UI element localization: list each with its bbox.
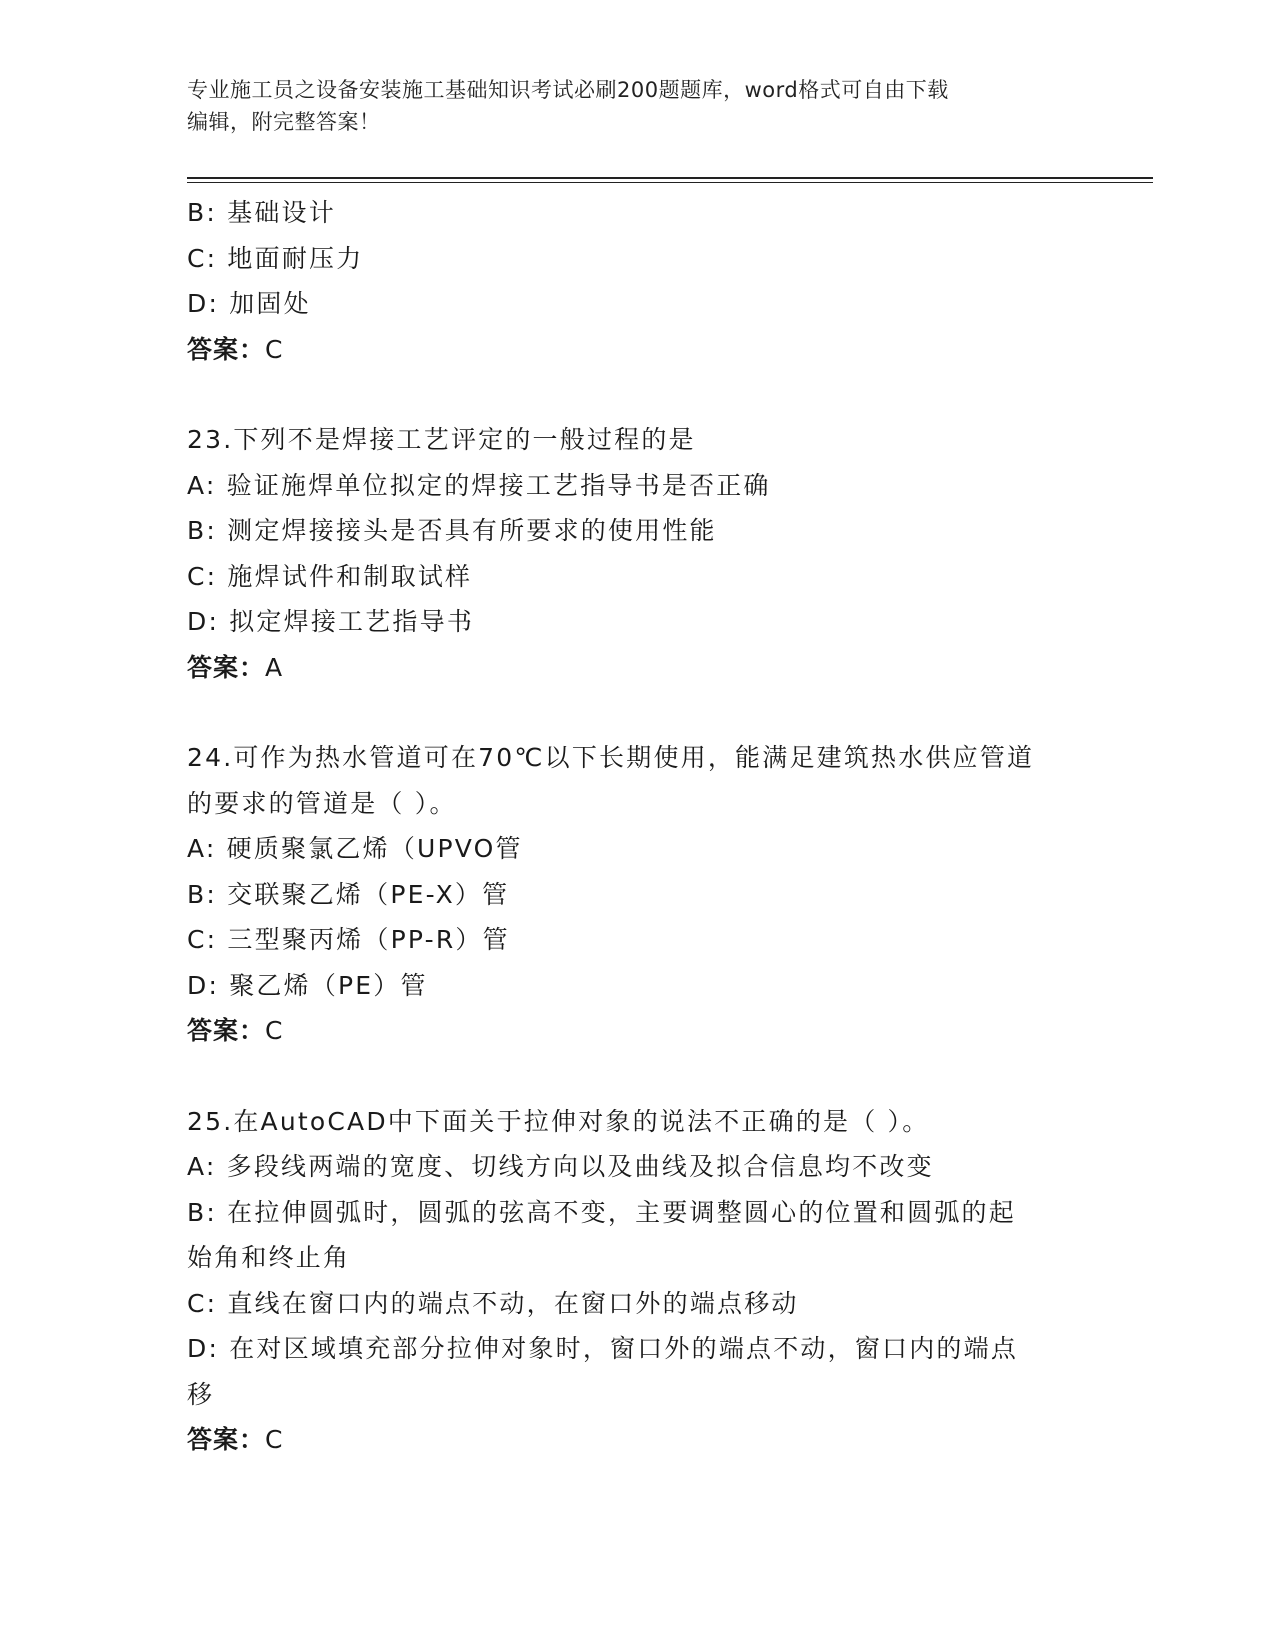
option-a: A: 多段线两端的宽度、切线方向以及曲线及拟合信息均不改变: [187, 1152, 934, 1181]
answer-value: C: [265, 334, 284, 364]
question-list: [187, 190, 1077, 1463]
answer-line: [187, 327, 1077, 373]
option-c: C: 地面耐压力: [187, 243, 364, 273]
document-header: [187, 74, 1087, 138]
option-c: C: 直线在窗口内的端点不动，在窗口外的端点移动: [187, 1288, 799, 1318]
option-d: D: 加固处: [187, 289, 311, 318]
answer-line: [187, 1417, 1077, 1463]
option-b: B: 测定焊接接头是否具有所要求的使用性能: [187, 516, 717, 545]
option-d-line-2: 移: [187, 1379, 215, 1409]
answer-line: [187, 645, 1077, 691]
option-c: C: 三型聚丙烯（PP-R）管: [187, 925, 510, 954]
answer-label: 答案：: [187, 652, 266, 682]
header-divider-thick: [187, 177, 1153, 179]
option-b-line-2: 始角和终止角: [187, 1243, 351, 1272]
option-b: B: 交联聚乙烯（PE-X）管: [187, 879, 510, 909]
option-a: A: 硬质聚氯乙烯（UPVO管: [187, 834, 523, 863]
header-title-line-2: 编辑，附完整答案！: [187, 110, 381, 134]
spacer: [187, 372, 1077, 417]
question-25: [187, 1099, 1077, 1463]
answer-value: C: [265, 1016, 284, 1045]
option-c: C: 施焊试件和制取试样: [187, 561, 473, 591]
question-24: [187, 735, 1077, 1054]
spacer: [187, 690, 1077, 735]
question-text: 25.在AutoCAD中下面关于拉伸对象的说法不正确的是（ ）。: [187, 1106, 930, 1136]
answer-label: 答案：: [187, 1016, 266, 1045]
option-d: D: 拟定焊接工艺指导书: [187, 607, 475, 636]
answer-line: [187, 1008, 1077, 1054]
option-b-line-1: B: 在拉伸圆弧时，圆弧的弦高不变，主要调整圆心的位置和圆弧的起: [187, 1197, 1016, 1227]
spacer: [187, 1054, 1077, 1099]
question-text: 23.下列不是焊接工艺评定的一般过程的是: [187, 425, 696, 454]
header-divider-thin: [187, 182, 1153, 183]
question-23: [187, 417, 1077, 690]
option-a: A: 验证施焊单位拟定的焊接工艺指导书是否正确: [187, 470, 771, 500]
answer-label: 答案：: [187, 334, 266, 364]
question-text-line-1: 24.可作为热水管道可在70℃以下长期使用，能满足建筑热水供应管道: [187, 743, 1035, 772]
answer-value: A: [265, 652, 284, 682]
answer-value: C: [265, 1425, 284, 1454]
answer-label: 答案：: [187, 1425, 266, 1454]
header-title-line-1: 专业施工员之设备安装施工基础知识考试必刷200题题库，word格式可自由下载: [187, 78, 949, 102]
option-d: D: 聚乙烯（PE）管: [187, 970, 428, 1000]
question-22: [187, 190, 1077, 372]
question-text-line-2: 的要求的管道是（ ）。: [187, 788, 457, 818]
option-b: B: 基础设计: [187, 198, 336, 227]
option-d-line-1: D: 在对区域填充部分拉伸对象时，窗口外的端点不动，窗口内的端点: [187, 1334, 1019, 1363]
